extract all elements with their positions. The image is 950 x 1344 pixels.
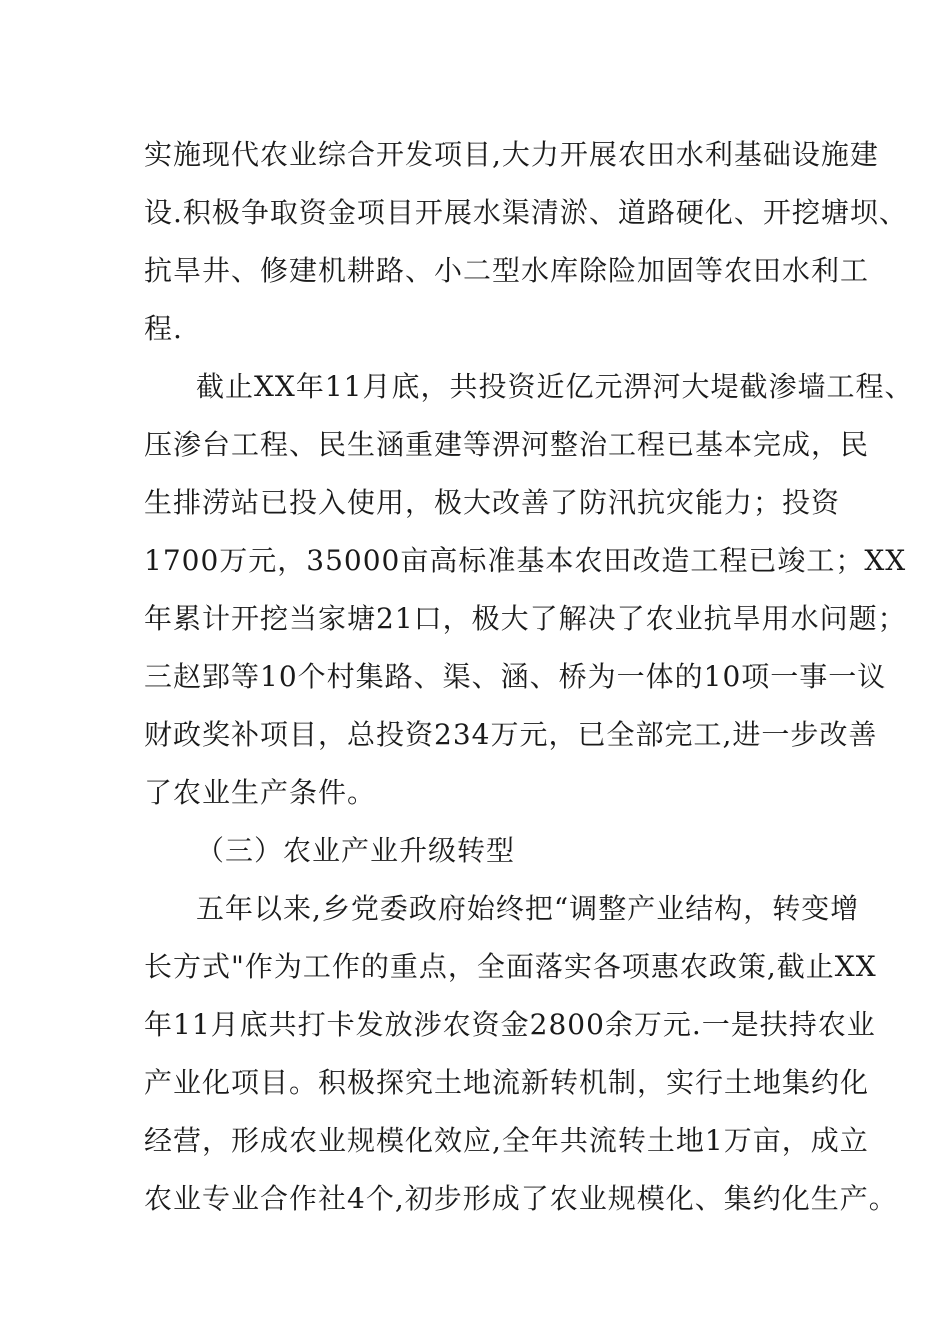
text-line-9: 年累计开挖当家塘21口，极大了解决了农业抗旱用水问题； [144, 602, 907, 635]
text-line-2: 设.积极争取资金项目开展水渠清淤、道路硬化、开挖塘坝、 [144, 196, 908, 229]
text-line-7: 生排涝站已投入使用，极大改善了防汛抗灾能力；投资 [144, 486, 841, 519]
text-line-11: 财政奖补项目，总投资234万元，已全部完工,进一步改善 [144, 718, 878, 751]
text-line-17: 产业化项目。积极探究土地流新转机制，实行土地集约化 [144, 1066, 870, 1099]
text-line-14: 五年以来,乡党委政府始终把“调整产业结构，转变增 [196, 892, 860, 925]
text-line-6: 压渗台工程、民生涵重建等淠河整治工程已基本完成，民 [144, 428, 870, 461]
text-line-15: 长方式"作为工作的重点，全面落实各项惠农政策,截止XX [144, 950, 877, 983]
text-line-19: 农业专业合作社4个,初步形成了农业规模化、集约化生产。 [144, 1182, 898, 1215]
text-line-3: 抗旱井、修建机耕路、小二型水库除险加固等农田水利工 [144, 254, 870, 287]
text-line-18: 经营，形成农业规模化效应,全年共流转土地1万亩，成立 [144, 1124, 869, 1157]
text-line-5: 截止XX年11月底，共投资近亿元淠河大堤截渗墙工程、 [196, 370, 914, 403]
text-line-4: 程. [144, 312, 183, 345]
text-line-10: 三赵郢等10个村集路、渠、涵、桥为一体的10项一事一议 [144, 660, 887, 693]
text-line-8: 1700万元，35000亩高标准基本农田改造工程已竣工；XX [144, 544, 907, 577]
text-line-12: 了农业生产条件。 [144, 776, 377, 809]
section-heading: （三）农业产业升级转型 [196, 834, 516, 867]
text-line-16: 年11月底共打卡发放涉农资金2800余万元.一是扶持农业 [144, 1008, 876, 1041]
text-line-1: 实施现代农业综合开发项目,大力开展农田水利基础设施建 [144, 138, 879, 171]
